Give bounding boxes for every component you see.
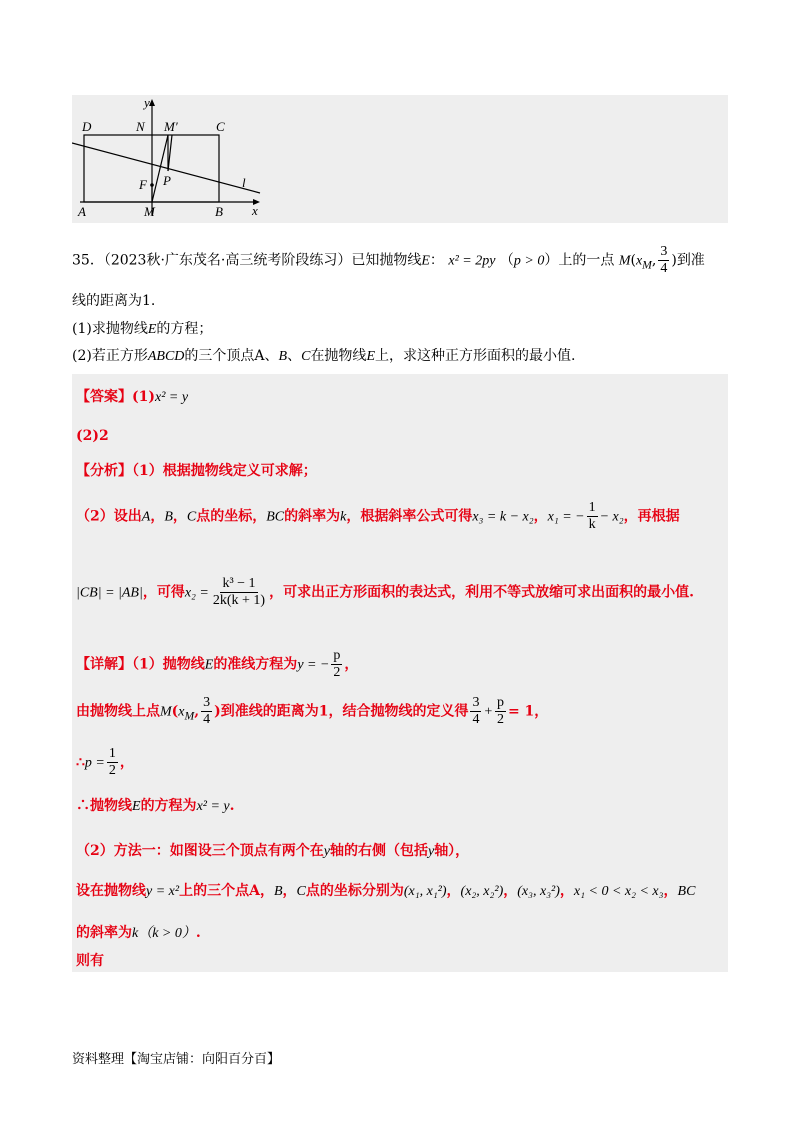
label-b: B: [215, 204, 223, 219]
label-c: C: [216, 119, 225, 134]
detail-3: ∴p = $\frac{1}{2}$ ，: [76, 746, 134, 778]
answer-line: 【答案】(1)x² = y: [76, 389, 189, 405]
label-mp: M′: [164, 119, 178, 134]
label-d: D: [82, 119, 92, 134]
segment-mpm: [168, 135, 172, 171]
detail-6: 设在抛物线y = x²上的三个点A，B，C点的坐标分别为(x₁, x₁²)，(x₂, x₂²)，(x₃, x₃²)，x₁ < 0 < x₂ < x₃，BC: [76, 883, 696, 899]
detail-5: （2）方法一：如图设三个顶点有两个在y轴的右侧（包括y轴），: [76, 843, 470, 859]
detail-2: 由抛物线上点$M(x_M$, $\frac{3}{4}$ )到准线的距离为1，结合抛物线的定义得 $\frac{3}{4}$ + $\frac{p}{2}$ = 1，: [76, 695, 549, 727]
label-a: A: [78, 204, 86, 219]
label-l: l: [242, 175, 246, 190]
label-n: N: [136, 119, 145, 134]
label-y: y: [144, 95, 150, 110]
detail-4: ∴抛物线E的方程为x² = y.: [76, 798, 235, 814]
question-line-2: 线的距离为1.: [72, 293, 156, 309]
footer: 资料整理【淘宝店铺：向阳百分百】: [72, 1052, 281, 1067]
focus-point: [150, 183, 154, 187]
detail-8: 则有: [76, 953, 104, 969]
detail-7: 的斜率为k（k > 0）.: [76, 925, 201, 941]
question-part-1: (1)求抛物线E的方程；: [72, 321, 213, 337]
label-p: P: [163, 173, 171, 188]
analysis-2: （2）设出A，B，C点的坐标，BC的斜率为k，根据斜率公式可得x₃ = k − x₂，x₁ = − $\frac{1}{k}$ − x₂，再根据: [76, 500, 680, 532]
answer-2: (2)2: [76, 428, 109, 444]
analysis-3: |CB| = |AB|，可得x₂ = $\frac{\text{k³ − 1}}{2k(k + 1)}$ ，可求出正方形面积的表达式，利用不等式放缩可求出面积的最小值.: [76, 576, 694, 608]
label-f: F: [139, 177, 147, 192]
question-part-2: (2)若正方形ABCD的三个顶点A、B、C在抛物线E上，求这种正方形面积的最小值.: [72, 348, 576, 364]
label-x: x: [252, 203, 258, 218]
label-m: M: [144, 204, 155, 219]
detail-1: 【详解】（1）抛物线E的准线方程为y = − $\frac{p}{2}$ ，: [76, 648, 359, 680]
question-line-1: 35．（2023秋·广东茂名·高三统考阶段练习）已知抛物线E： x² = 2py （p > 0）上的一点 $M(x_M$, $\frac{3}{4}$ )到准: [72, 244, 705, 276]
geometry-figure: [72, 95, 302, 223]
y-arrow-icon: [149, 99, 155, 106]
analysis-1: 【分析】（1）根据抛物线定义可求解；: [76, 463, 317, 479]
